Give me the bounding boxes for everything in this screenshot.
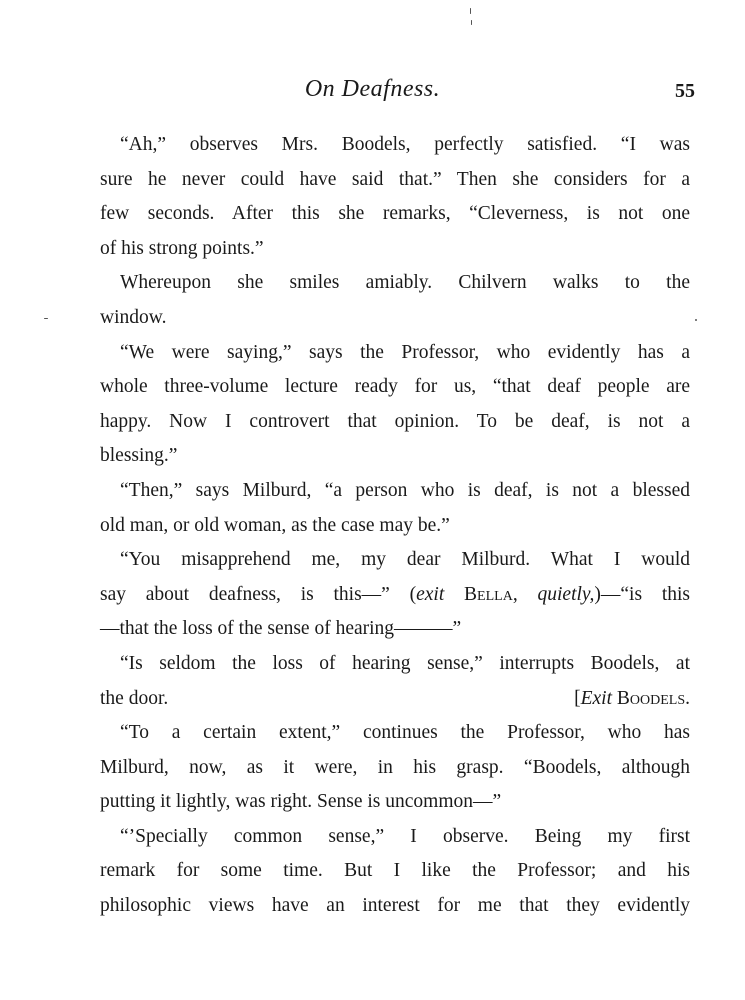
line-text: , [512, 583, 538, 605]
text-line: blessing.” [100, 445, 178, 467]
text-line: “Ah,” observes Mrs. Boodels, perfectly satisfied. “I was [120, 134, 690, 155]
scan-speck [695, 319, 697, 321]
text-line: —that the loss of the sense of hearing———” [100, 618, 462, 640]
scan-speck [470, 8, 471, 14]
exit-direction [574, 682, 690, 717]
text-line: sure he never could have said that.” Then she considers for a [100, 168, 690, 190]
line-text [444, 584, 464, 605]
stage-direction: exit [416, 583, 445, 605]
bracket: [ [574, 687, 581, 709]
text-line: “We were saying,” says the Professor, who evidently has a [120, 341, 690, 363]
text-line: window. [100, 306, 167, 328]
stage-direction: quietly, [537, 583, 595, 605]
scan-speck [44, 318, 48, 319]
stage-direction: Exit [580, 687, 613, 709]
text-line: “Then,” says Milburd, “a person who is deaf, is not a blessed [120, 479, 690, 501]
text-line [100, 578, 690, 613]
line-text: )—“is this [594, 583, 690, 605]
body-text [100, 128, 690, 924]
text-line: “To a certain extent,” continues the Professor, who has [120, 722, 690, 744]
text-line: few seconds. After this she remarks, “Cleverness, is not one [100, 203, 690, 225]
line-text: the door. [100, 687, 169, 709]
character-name: Boodels. [616, 687, 690, 709]
page-number: 55 [675, 80, 695, 102]
text-line: Whereupon she smiles amiably. Chilvern walks to the [120, 272, 690, 294]
text-line: “’Specially common sense,” I observe. Being my first [120, 825, 690, 847]
text-line: Milburd, now, as it were, in his grasp. “Boodels, although [100, 756, 690, 778]
character-name: Bella [464, 583, 513, 605]
text-line [100, 682, 690, 717]
text-line: remark for some time. But I like the Professor; and his [100, 860, 690, 882]
scan-speck [471, 20, 472, 25]
text-line: “You misapprehend me, my dear Milburd. What I would [120, 549, 690, 571]
running-header: On Deafness. [304, 76, 441, 102]
text-line: happy. Now I controvert that opinion. To be deaf, is not a [100, 410, 690, 432]
text-line: whole three-volume lecture ready for us, “that deaf people are [100, 376, 690, 398]
text-line: putting it lightly, was right. Sense is uncommon—” [100, 791, 502, 813]
line-text: say about deafness, is this—” ( [100, 583, 417, 605]
text-line: old man, or old woman, as the case may be.” [100, 514, 450, 536]
text-line: “Is seldom the loss of hearing sense,” interrupts Boodels, at [120, 652, 690, 674]
text-line: philosophic views have an interest for me that they evidently [100, 895, 690, 917]
text-line: of his strong points.” [100, 237, 264, 259]
